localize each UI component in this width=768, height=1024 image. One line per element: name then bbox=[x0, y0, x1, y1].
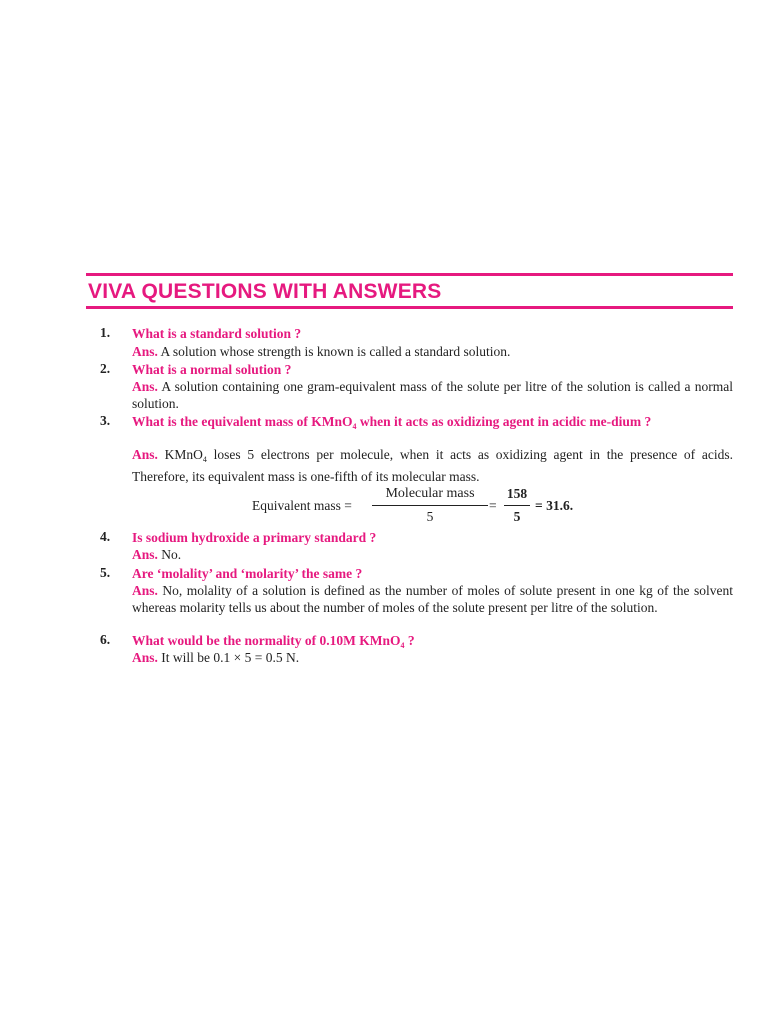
question-text: What would be the normality of 0.10M KMnO bbox=[132, 633, 401, 648]
answer-4 bbox=[132, 546, 733, 563]
answer-text: A solution whose strength is known is called a standard solution. bbox=[160, 344, 511, 359]
answer-label: Ans. bbox=[132, 344, 158, 359]
answer-5 bbox=[132, 582, 733, 616]
fraction-numerator: 158 bbox=[504, 486, 530, 506]
question-text: What is the equivalent mass of KMnO bbox=[132, 414, 353, 429]
page-heading: VIVA QUESTIONS WITH ANSWERS bbox=[88, 280, 442, 303]
answer-text: A solution containing one gram-equivalent mass of the solute per litre of the solution is called a normal solution. bbox=[132, 379, 733, 411]
answer-label: Ans. bbox=[132, 583, 158, 598]
question-number: 1. bbox=[100, 325, 111, 340]
question-1: What is a standard solution ? bbox=[132, 326, 302, 341]
answer-label: Ans. bbox=[132, 379, 158, 394]
subscript: 4 bbox=[202, 455, 207, 464]
answer-label: Ans. bbox=[132, 547, 158, 562]
top-rule bbox=[86, 273, 733, 276]
question-4: Is sodium hydroxide a primary standard ? bbox=[132, 530, 377, 545]
bottom-rule bbox=[86, 306, 733, 309]
fraction-numerator: Molecular mass bbox=[372, 486, 488, 506]
question-number: 3. bbox=[100, 413, 111, 428]
fraction-molecular-mass bbox=[372, 486, 488, 525]
question-number: 4. bbox=[100, 529, 111, 544]
answer-label: Ans. bbox=[132, 447, 158, 462]
answer-text: loses 5 electrons per molecule, when it acts as oxidizing agent in the presence of acids. Therefore, its equivalent mass is one-fifth of its molecular mass. bbox=[132, 447, 734, 484]
formula-lhs: Equivalent mass = bbox=[252, 498, 352, 513]
fraction-value bbox=[504, 486, 530, 525]
answer-1 bbox=[132, 343, 733, 360]
formula-result: = 31.6. bbox=[535, 498, 574, 513]
question-number: 6. bbox=[100, 632, 111, 647]
subscript: 4 bbox=[400, 641, 405, 650]
answer-3 bbox=[132, 446, 733, 485]
fraction-denominator: 5 bbox=[513, 509, 521, 524]
question-text: when it acts as oxidizing agent in acidic me-dium ? bbox=[356, 414, 652, 429]
question-2: What is a normal solution ? bbox=[132, 362, 292, 377]
answer-text: No. bbox=[161, 547, 182, 562]
fraction-denominator: 5 bbox=[426, 509, 434, 524]
question-text: ? bbox=[404, 633, 415, 648]
answer-6 bbox=[132, 649, 733, 666]
question-5: Are ‘molality’ and ‘molarity’ the same ? bbox=[132, 566, 363, 581]
answer-text: KMnO bbox=[164, 447, 203, 462]
answer-text: No, molality of a solution is defined as the number of moles of solute present in one kg of the solvent whereas molarity tells us about the number of moles of the solute present per litre of the solution. bbox=[132, 583, 733, 615]
question-number: 5. bbox=[100, 565, 111, 580]
answer-text: It will be 0.1 × 5 = 0.5 N. bbox=[161, 650, 300, 665]
question-number: 2. bbox=[100, 361, 111, 376]
answer-label: Ans. bbox=[132, 650, 158, 665]
equals-sign: = bbox=[489, 498, 497, 513]
answer-2 bbox=[132, 378, 733, 412]
subscript: 4 bbox=[352, 422, 357, 431]
question-3 bbox=[132, 413, 732, 435]
